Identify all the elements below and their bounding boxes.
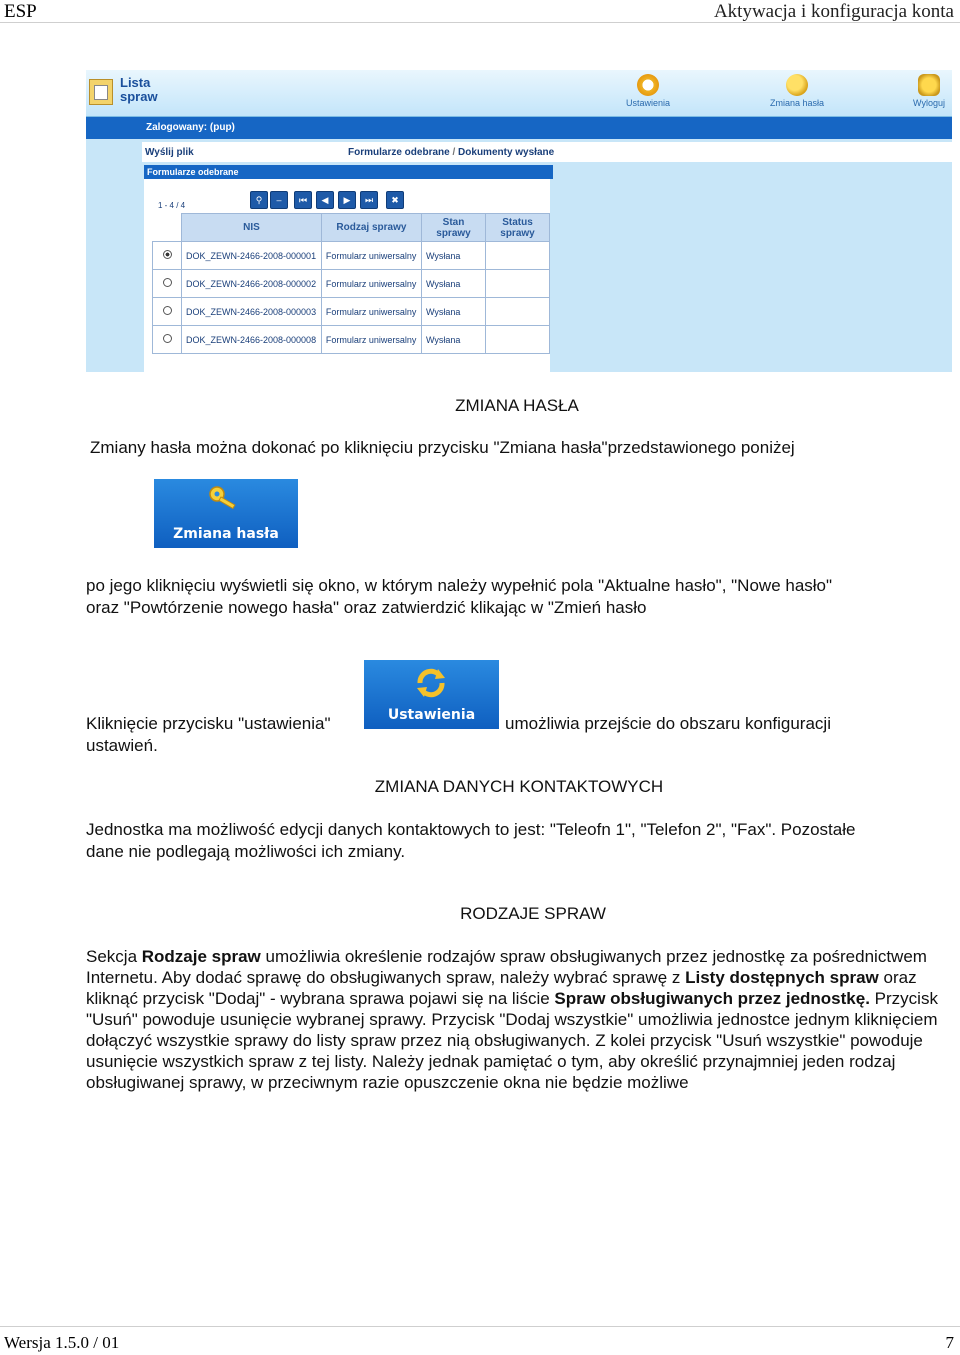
cell-type: Formularz uniwersalny (321, 270, 421, 298)
sync-icon (414, 666, 448, 700)
app-navbar (86, 117, 952, 139)
radio-column-header (153, 214, 182, 242)
row-radio[interactable] (153, 242, 182, 270)
cell-nis: DOK_ZEWN-2466-2008-000008 (182, 326, 322, 354)
types-text-4: Przycisk "Usuń" powoduje usunięcie wybranej sprawy. Przycisk "Dodaj wszystkie" umożliwia jednostce jednym kliknięciem dołączyć wszystkie sprawy do listy spraw przez nią obsługiwanych. Z kolei przycisk "Usuń wszystkie" powoduje usunięcie wszystkich spraw z tej listy. Należy jednak pamiętać o tym, aby określić przynajmniej jeden rodzaj obsługiwanej sprawy, w przeciwnym razie opuszczenie okna nie będzie możliwe (86, 989, 938, 1092)
row-radio[interactable] (153, 270, 182, 298)
types-bold-1: Rodzaje spraw (141, 947, 261, 966)
cell-state: Wysłana (422, 326, 486, 354)
password-intro: Zmiany hasła można dokonać po kliknięciu przycisku "Zmiana hasła"przedstawionego poniżej (90, 438, 795, 457)
contact-heading: ZMIANA DANYCH KONTAKTOWYCH (374, 777, 664, 796)
last-page-button[interactable]: ⏭ (360, 191, 378, 209)
page-footer (0, 1326, 960, 1355)
filter-clear-button[interactable]: ✖ (386, 191, 404, 209)
password-change-button-image (154, 479, 298, 548)
settings-text-after: umożliwia przejście do obszaru konfiguracji (505, 714, 831, 733)
settings-text-end: ustawień. (86, 736, 158, 755)
list-icon (89, 79, 113, 105)
table-row[interactable] (153, 298, 550, 326)
key-icon (786, 74, 808, 96)
password-desc-line-2: oraz "Powtórzenie nowego hasła" oraz zatwierdzić klikając w "Zmień hasło (86, 598, 647, 617)
password-desc-line-1: po jego kliknięciu wyświetli się okno, w którym należy wypełnić pola "Aktualne hasło", "Nowe hasło" (86, 576, 833, 595)
column-header-nis[interactable]: NIS (182, 214, 322, 242)
types-bold-2: Listy dostępnych spraw (685, 968, 879, 987)
password-heading: ZMIANA HASŁA (455, 396, 579, 415)
cell-status (486, 326, 550, 354)
panel-title: Formularze odebrane (144, 165, 553, 179)
header-left: ESP (4, 1, 37, 22)
search-button[interactable]: ⚲ (250, 191, 268, 209)
row-radio[interactable] (153, 298, 182, 326)
password-button-label: Zmiana hasła (173, 526, 279, 542)
cell-nis: DOK_ZEWN-2466-2008-000001 (182, 242, 322, 270)
column-header-state[interactable]: Stan sprawy (422, 214, 486, 242)
types-text-3: oraz kliknąć przycisk "Dodaj" - wybrana sprawa pojawi się na liście (86, 968, 917, 1008)
toolbar-settings-label: Ustawienia (625, 98, 671, 108)
pager-info: 1 - 4 / 4 (158, 201, 186, 210)
tab-sent[interactable]: Dokumenty wysłane (458, 147, 555, 158)
logged-in-user: Zalogowany: (pup) (146, 122, 235, 133)
toolbar-logout[interactable] (894, 74, 952, 108)
table-row[interactable] (153, 270, 550, 298)
minus-button[interactable]: – (270, 191, 288, 209)
settings-button-image (364, 660, 499, 729)
footer-page-number: 7 (945, 1333, 954, 1352)
cell-state: Wysłana (422, 242, 486, 270)
types-text-1: Sekcja (86, 947, 142, 966)
cell-status (486, 298, 550, 326)
cell-nis: DOK_ZEWN-2466-2008-000003 (182, 298, 322, 326)
types-heading: RODZAJE SPRAW (460, 904, 606, 923)
prev-page-button[interactable]: ◀ (316, 191, 334, 209)
table-header-row (153, 214, 550, 242)
column-header-type[interactable]: Rodzaj sprawy (321, 214, 421, 242)
toolbar-password-label: Zmiana hasła (769, 98, 825, 108)
types-paragraph (86, 946, 952, 1093)
app-logo: Lista spraw (120, 75, 158, 104)
contact-line-2: dane nie podlegają możliwości ich zmiany. (86, 842, 406, 861)
header-right: Aktywacja i konfiguracja konta (713, 1, 954, 22)
next-page-button[interactable]: ▶ (338, 191, 356, 209)
toolbar-logout-label: Wyloguj (913, 98, 945, 108)
cell-type: Formularz uniwersalny (321, 242, 421, 270)
settings-text-before: Kliknięcie przycisku "ustawienia" (86, 714, 331, 733)
key-icon (208, 485, 242, 513)
app-toolbar (86, 70, 952, 117)
app-screenshot (86, 70, 952, 372)
forms-table (152, 213, 550, 354)
table-row[interactable] (153, 326, 550, 354)
app-tabs (142, 142, 952, 162)
cell-type: Formularz uniwersalny (321, 326, 421, 354)
contact-line-1: Jednostka ma możliwość edycji danych kontaktowych to jest: "Teleofn 1", "Telefon 2", "Fax". Pozostałe (86, 820, 856, 839)
received-forms-panel (144, 165, 550, 372)
cell-state: Wysłana (422, 270, 486, 298)
column-header-status[interactable]: Status sprawy (486, 214, 550, 242)
cell-state: Wysłana (422, 298, 486, 326)
tab-forms (348, 147, 554, 158)
cell-status (486, 270, 550, 298)
footprints-icon (918, 74, 940, 96)
toolbar-password[interactable] (762, 74, 832, 108)
row-radio[interactable] (153, 326, 182, 354)
cell-type: Formularz uniwersalny (321, 298, 421, 326)
toolbar-settings[interactable] (613, 74, 683, 108)
tab-separator: / (449, 147, 459, 158)
types-text-2: umożliwia określenie rodzajów spraw obsługiwanych przez jednostkę za pośrednictwem Internetu. Aby dodać sprawę do obsługiwanych spraw, należy wybrać sprawę z (86, 947, 927, 987)
tab-received[interactable]: Formularze odebrane (348, 147, 450, 158)
sync-icon (637, 74, 659, 96)
tab-send-file[interactable]: Wyślij plik (145, 147, 194, 158)
cell-status (486, 242, 550, 270)
types-bold-3: Spraw obsługiwanych przez jednostkę. (554, 989, 870, 1008)
settings-button-label: Ustawienia (387, 707, 476, 723)
page-header (0, 0, 960, 23)
table-row[interactable] (153, 242, 550, 270)
first-page-button[interactable]: ⏮ (294, 191, 312, 209)
footer-version: Wersja 1.5.0 / 01 (4, 1333, 120, 1352)
cell-nis: DOK_ZEWN-2466-2008-000002 (182, 270, 322, 298)
